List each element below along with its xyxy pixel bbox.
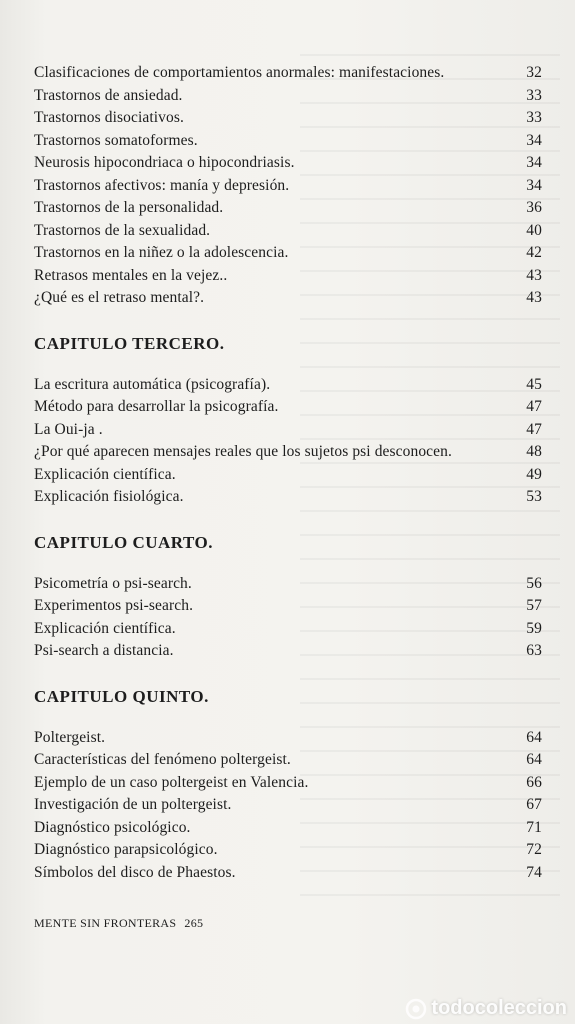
entry-title: ¿Por qué aparecen mensajes reales que los sujetos psi desconocen. xyxy=(34,443,452,460)
entry-title: Trastornos de ansiedad. xyxy=(34,86,183,104)
chapter3-list xyxy=(34,374,542,509)
entry-title: Experimentos psi-search. xyxy=(34,597,194,614)
toc-entry xyxy=(34,374,542,397)
entry-page: 34 xyxy=(526,154,542,171)
page-footer xyxy=(34,916,203,931)
entry-page: 64 xyxy=(526,751,542,768)
entry-title: Neurosis hipocondriaca o hipocondriasis. xyxy=(34,154,295,171)
watermark xyxy=(405,997,567,1020)
entry-page: 40 xyxy=(526,221,542,239)
entry-title: Clasificaciones de comportamientos anormales: manifestaciones. xyxy=(34,64,445,81)
toc-entry xyxy=(34,441,542,464)
entry-title: Explicación fisiológica. xyxy=(34,488,184,505)
toc-entry xyxy=(34,640,542,663)
entry-page: 34 xyxy=(526,176,542,194)
entry-title: Diagnóstico parapsicológico. xyxy=(34,841,218,858)
entry-page: 36 xyxy=(526,199,542,216)
chapter2-list xyxy=(34,62,542,310)
page-number: 265 xyxy=(184,916,204,930)
entry-title: Ejemplo de un caso poltergeist en Valencia. xyxy=(34,773,309,791)
toc-entry xyxy=(34,265,542,288)
entry-title: Explicación científica. xyxy=(34,619,176,637)
entry-title: Retrasos mentales en la vejez.. xyxy=(34,266,228,284)
entry-page: 67 xyxy=(526,796,542,813)
entry-page: 53 xyxy=(526,488,542,505)
toc-entry xyxy=(34,130,542,153)
entry-title: Poltergeist. xyxy=(34,728,106,746)
entry-page: 33 xyxy=(526,109,542,126)
entry-title: Trastornos disociativos. xyxy=(34,109,184,126)
toc-entry xyxy=(34,85,542,108)
entry-page: 56 xyxy=(526,574,542,592)
chapter5-heading: CAPITULO QUINTO. xyxy=(34,686,209,706)
toc-entry xyxy=(34,727,542,750)
entry-page: 59 xyxy=(526,619,542,637)
entry-page: 47 xyxy=(526,420,542,438)
toc-entry xyxy=(34,220,542,243)
entry-page: 74 xyxy=(526,863,542,881)
toc-entry xyxy=(34,197,542,220)
entry-page: 43 xyxy=(526,266,542,284)
entry-title: Psicometría o psi-search. xyxy=(34,574,192,592)
toc-entry xyxy=(34,862,542,885)
entry-title: Método para desarrollar la psicografía. xyxy=(34,398,279,415)
entry-title: Características del fenómeno poltergeist. xyxy=(34,751,291,768)
entry-title: ¿Qué es el retraso mental?. xyxy=(34,289,205,306)
entry-title: Trastornos somatoformes. xyxy=(34,131,198,149)
toc-entry xyxy=(34,419,542,442)
toc-entry xyxy=(34,618,542,641)
toc-entry xyxy=(34,62,542,85)
entry-page: 45 xyxy=(526,375,542,393)
toc-entry xyxy=(34,152,542,175)
toc-entry xyxy=(34,242,542,265)
tc-logo-icon xyxy=(405,998,427,1020)
toc-entry xyxy=(34,749,542,772)
entry-title: Explicación científica. xyxy=(34,465,176,483)
watermark-text: todocoleccion xyxy=(431,997,567,1019)
entry-page: 32 xyxy=(526,64,542,81)
entry-title: Diagnóstico psicológico. xyxy=(34,818,191,836)
entry-page: 57 xyxy=(526,597,542,614)
toc-entry xyxy=(34,486,542,509)
entry-title: La Oui-ja . xyxy=(34,420,103,438)
entry-page: 47 xyxy=(526,398,542,415)
chapter5-list xyxy=(34,727,542,885)
entry-title: Símbolos del disco de Phaestos. xyxy=(34,863,236,881)
book-title: MENTE SIN FRONTERAS xyxy=(34,916,177,930)
toc-entry xyxy=(34,794,542,817)
entry-title: Trastornos en la niñez o la adolescencia. xyxy=(34,244,289,261)
chapter3-heading: CAPITULO TERCERO. xyxy=(34,333,225,353)
entry-page: 33 xyxy=(526,86,542,104)
entry-page: 71 xyxy=(526,818,542,836)
toc-entry xyxy=(34,595,542,618)
entry-title: La escritura automática (psicografía). xyxy=(34,375,271,393)
toc-entry xyxy=(34,175,542,198)
toc-entry xyxy=(34,839,542,862)
entry-title: Investigación de un poltergeist. xyxy=(34,796,232,813)
toc-entry xyxy=(34,287,542,310)
toc-entry xyxy=(34,464,542,487)
table-of-contents xyxy=(34,62,542,884)
entry-page: 34 xyxy=(526,131,542,149)
entry-page: 63 xyxy=(526,642,542,659)
entry-title: Trastornos afectivos: manía y depresión. xyxy=(34,176,290,194)
chapter4-list xyxy=(34,573,542,663)
toc-entry xyxy=(34,573,542,596)
chapter4-heading: CAPITULO CUARTO. xyxy=(34,532,213,552)
entry-page: 49 xyxy=(526,465,542,483)
entry-page: 42 xyxy=(526,244,542,261)
entry-page: 48 xyxy=(526,443,542,460)
toc-entry xyxy=(34,396,542,419)
toc-entry xyxy=(34,107,542,130)
toc-entry xyxy=(34,817,542,840)
entry-title: Trastornos de la sexualidad. xyxy=(34,221,211,239)
toc-entry xyxy=(34,772,542,795)
entry-page: 43 xyxy=(526,289,542,306)
entry-title: Trastornos de la personalidad. xyxy=(34,199,224,216)
entry-page: 64 xyxy=(526,728,542,746)
entry-title: Psi-search a distancia. xyxy=(34,642,174,659)
entry-page: 66 xyxy=(526,773,542,791)
entry-page: 72 xyxy=(526,841,542,858)
